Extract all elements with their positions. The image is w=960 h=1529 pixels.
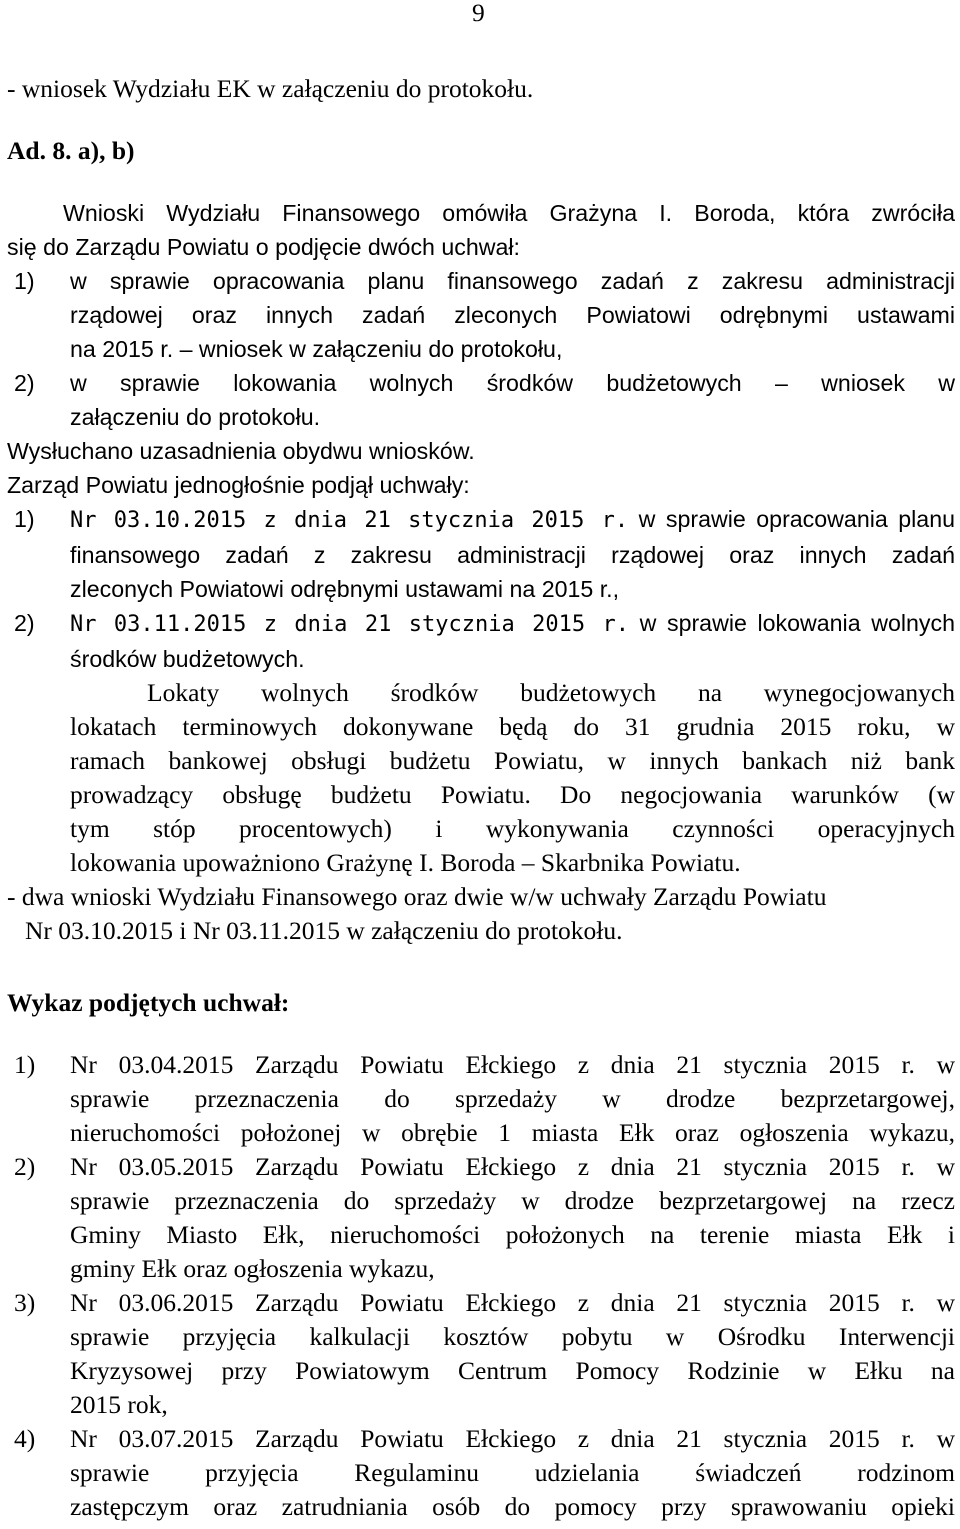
lokaty-paragraph — [7, 676, 955, 880]
resolution-item-2-line-1 — [70, 606, 955, 642]
wykaz-item-4-number: 4) — [14, 1424, 36, 1453]
lokaty-line-6: lokowania upoważniono Grażynę I. Boroda – Skarbnika Powiatu. — [70, 848, 741, 877]
wykaz-item-1 — [7, 1048, 955, 1150]
resolution-item-2-line-2: środków budżetowych. — [70, 646, 305, 672]
resolution-item-2 — [7, 606, 955, 676]
heard-line: Wysłuchano uzasadnienia obydwu wniosków. — [7, 438, 475, 464]
resolution-item-2-prefix: Nr 03.11.2015 z dnia 21 stycznia 2015 r. — [70, 612, 629, 637]
resolution-item-1-line-2: finansowego zadań z zakresu administracji rządowej oraz innych zadań — [70, 542, 955, 568]
intro-line: - wniosek Wydziału EK w załączeniu do protokołu. — [7, 74, 534, 103]
proposal-item-2-line-1: w sprawie lokowania wolnych środków budżetowych – wniosek w — [70, 370, 955, 396]
ad-heading: Ad. 8. a), b) — [7, 136, 135, 165]
resolution-item-1-prefix: Nr 03.10.2015 z dnia 21 stycznia 2015 r. — [70, 508, 629, 533]
closing-line-1: - dwa wnioski Wydziału Finansowego oraz dwie w/w uchwały Zarządu Powiatu — [7, 882, 827, 911]
proposal-item-1-line-2: rządowej oraz innych zadań zleconych Powiatowi odrębnymi ustawami — [70, 302, 955, 328]
resolution-item-2-number: 2) — [14, 610, 35, 636]
wykaz-item-4-line-3: zastępczym oraz zatrudniania osób do pomocy przy sprawowaniu opieki — [70, 1492, 955, 1521]
wykaz-item-1-line-3: nieruchomości położonej w obrębie 1 miasta Ełk oraz ogłoszenia wykazu, — [70, 1118, 955, 1147]
closing-line-2: Nr 03.10.2015 i Nr 03.11.2015 w załączeniu do protokołu. — [25, 916, 623, 945]
wykaz-item-1-line-2: sprawie przeznaczenia do sprzedaży w drodze bezprzetargowej, — [70, 1084, 955, 1113]
resolution-item-1-rest: w sprawie opracowania planu — [628, 506, 955, 532]
lokaty-line-5: tym stóp procentowych) i wykonywania czynności operacyjnych — [70, 814, 955, 843]
board-line: Zarząd Powiatu jednogłośnie podjął uchwały: — [7, 472, 470, 498]
wykaz-item-4-line-2: sprawie przyjęcia Regulaminu udzielania świadczeń rodzinom — [70, 1458, 955, 1487]
wykaz-list — [7, 1048, 955, 1524]
proposal-item-1-line-1: w sprawie opracowania planu finansowego zadań z zakresu administracji — [70, 268, 955, 294]
wykaz-item-2-line-1: Nr 03.05.2015 Zarządu Powiatu Ełckiego z dnia 21 stycznia 2015 r. w — [70, 1152, 955, 1181]
wykaz-item-2-number: 2) — [14, 1152, 36, 1181]
proposal-item-2-line-2: załączeniu do protokołu. — [70, 404, 321, 430]
proposal-item-2 — [7, 366, 955, 434]
lokaty-line-2: lokatach terminowych dokonywane będą do 31 grudnia 2015 roku, w — [70, 712, 955, 741]
resolution-item-1-number: 1) — [14, 506, 35, 532]
lokaty-line-3: ramach bankowej obsługi budżetu Powiatu, w innych bankach niż bank — [70, 746, 955, 775]
proposal-item-1-number: 1) — [14, 268, 35, 294]
lead-line-2: się do Zarządu Powiatu o podjęcie dwóch uchwał: — [7, 234, 521, 260]
wykaz-item-2-line-4: gminy Ełk oraz ogłoszenia wykazu, — [70, 1254, 435, 1283]
wykaz-item-1-line-1: Nr 03.04.2015 Zarządu Powiatu Ełckiego z dnia 21 stycznia 2015 r. w — [70, 1050, 955, 1079]
wykaz-item-3-line-4: 2015 rok, — [70, 1390, 168, 1419]
proposal-item-1 — [7, 264, 955, 366]
wykaz-item-3-line-2: sprawie przyjęcia kalkulacji kosztów pobytu w Ośrodku Interwencji — [70, 1322, 955, 1351]
resolution-item-1-line-1 — [70, 502, 955, 538]
wykaz-item-4 — [7, 1422, 955, 1524]
lead-line-1: Wnioski Wydziału Finansowego omówiła Grażyna I. Boroda, która zwróciła — [63, 200, 955, 226]
wykaz-item-2-line-3: Gminy Miasto Ełk, nieruchomości położonych na terenie miasta Ełk i — [70, 1220, 955, 1249]
wykaz-item-3-number: 3) — [14, 1288, 36, 1317]
page-number: 9 — [472, 0, 485, 27]
resolution-item-2-rest: w sprawie lokowania wolnych — [629, 610, 955, 636]
lokaty-line-1: Lokaty wolnych środków budżetowych na wynegocjowanych — [147, 678, 955, 707]
sans-section — [7, 196, 955, 676]
resolution-item-1 — [7, 502, 955, 606]
proposal-item-1-line-3: na 2015 r. – wniosek w załączeniu do protokołu, — [70, 336, 563, 362]
wykaz-item-3-line-1: Nr 03.06.2015 Zarządu Powiatu Ełckiego z dnia 21 stycznia 2015 r. w — [70, 1288, 955, 1317]
wykaz-item-4-line-1: Nr 03.07.2015 Zarządu Powiatu Ełckiego z dnia 21 stycznia 2015 r. w — [70, 1424, 955, 1453]
wykaz-item-2 — [7, 1150, 955, 1286]
wykaz-heading: Wykaz podjętych uchwał: — [7, 988, 290, 1017]
resolution-item-1-line-3: zleconych Powiatowi odrębnymi ustawami na 2015 r., — [70, 576, 620, 602]
wykaz-item-2-line-2: sprawie przeznaczenia do sprzedaży w drodze bezprzetargowej na rzecz — [70, 1186, 955, 1215]
wykaz-item-3 — [7, 1286, 955, 1422]
wykaz-item-3-line-3: Kryzysowej przy Powiatowym Centrum Pomocy Rodzinie w Ełku na — [70, 1356, 955, 1385]
document-body — [7, 60, 955, 1524]
lokaty-line-4: prowadzący obsługę budżetu Powiatu. Do negocjowania warunków (w — [70, 780, 955, 809]
wykaz-item-1-number: 1) — [14, 1050, 36, 1079]
proposal-item-2-number: 2) — [14, 370, 35, 396]
